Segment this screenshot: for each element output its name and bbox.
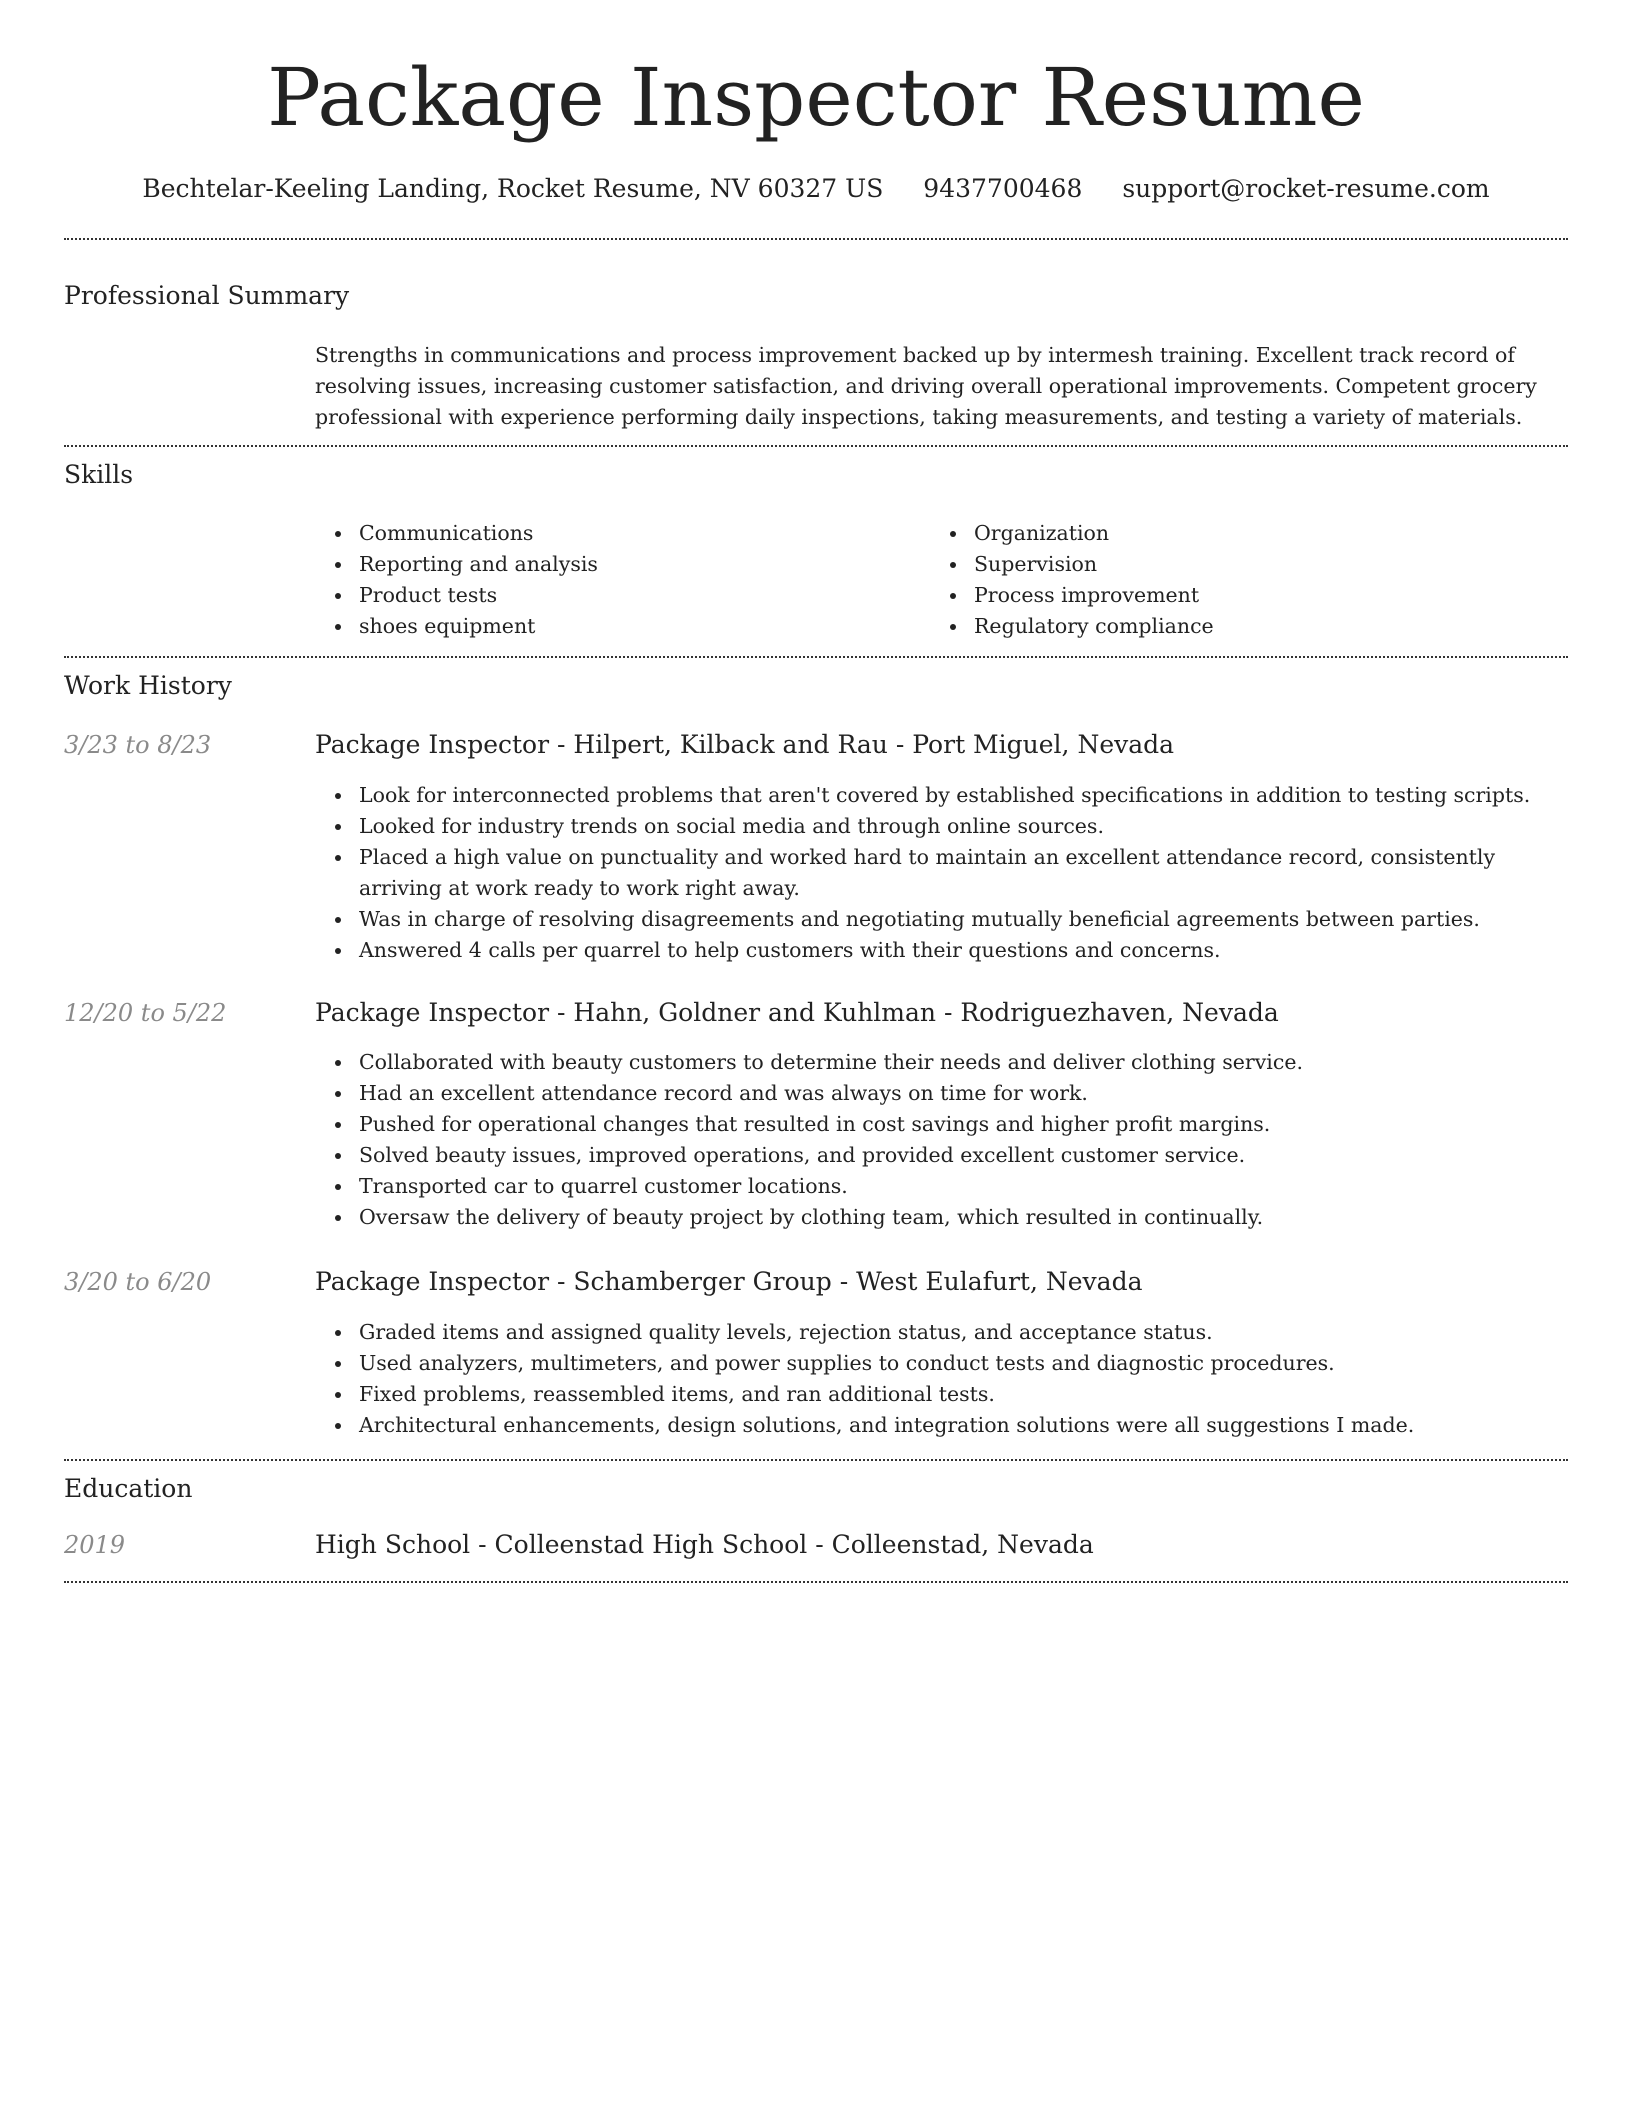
skills-list-left [315,518,598,642]
work-history-heading: Work History [64,671,232,700]
section-divider [64,238,1568,240]
job-dates: 3/23 to 8/23 [64,731,212,759]
contact-address: Bechtelar-Keeling Landing, Rocket Resume, NV 60327 US [142,174,884,203]
job-bullet: Was in charge of resolving disagreements and negotiating mutually beneficial agreements between parties. [315,904,1565,935]
job-dates: 3/20 to 6/20 [64,1268,212,1296]
section-divider [64,656,1568,658]
job-bullet: Graded items and assigned quality levels, rejection status, and acceptance status. [315,1317,1565,1348]
job-bullet: Solved beauty issues, improved operations, and provided excellent customer service. [315,1140,1565,1171]
job-title: Package Inspector - Schamberger Group - West Eulafurt, Nevada [315,1267,1143,1296]
job-bullet: Looked for industry trends on social media and through online sources. [315,811,1565,842]
job-title: Package Inspector - Hahn, Goldner and Kuhlman - Rodriguezhaven, Nevada [315,998,1279,1027]
summary-heading: Professional Summary [64,281,350,310]
education-heading: Education [64,1474,193,1503]
skill-item: shoes equipment [315,611,598,642]
contact-email: support@rocket-resume.com [1122,174,1490,203]
job-bullet: Collaborated with beauty customers to determine their needs and deliver clothing service. [315,1047,1565,1078]
skills-heading: Skills [64,460,134,489]
skill-item: Supervision [930,549,1214,580]
skill-item: Process improvement [930,580,1214,611]
section-divider [64,1581,1568,1583]
section-divider [64,1459,1568,1461]
section-divider [64,445,1568,447]
job-title: Package Inspector - Hilpert, Kilback and Rau - Port Miguel, Nevada [315,730,1175,759]
job-bullet: Placed a high value on punctuality and worked hard to maintain an excellent attendance record, consistently arriving at work ready to work right away. [315,842,1565,904]
job-bullet: Oversaw the delivery of beauty project by clothing team, which resulted in continually. [315,1202,1565,1233]
job-bullet: Look for interconnected problems that aren't covered by established specifications in addition to testing scripts. [315,780,1565,811]
job-bullet: Fixed problems, reassembled items, and ran additional tests. [315,1379,1565,1410]
skill-item: Communications [315,518,598,549]
education-title: High School - Colleenstad High School - Colleenstad, Nevada [315,1530,1094,1559]
skill-item: Regulatory compliance [930,611,1214,642]
contact-phone: 9437700468 [923,174,1083,203]
job-bullet: Architectural enhancements, design solutions, and integration solutions were all suggestions I made. [315,1410,1565,1441]
job-bullets [315,1047,1565,1233]
summary-text: Strengths in communications and process improvement backed up by intermesh training. Excellent track record of resolving issues, increasing customer satisfaction, and driving overall operational improvements. Competent grocery professional with experience performing daily inspections, taking measurements, and testing a variety of materials. [315,343,1537,429]
skill-item: Organization [930,518,1214,549]
job-bullets [315,780,1565,966]
skills-list-right [930,518,1214,642]
education-year: 2019 [64,1531,126,1559]
resume-title: Package Inspector Resume [267,51,1365,144]
job-bullet: Answered 4 calls per quarrel to help customers with their questions and concerns. [315,935,1565,966]
job-bullet: Pushed for operational changes that resulted in cost savings and higher profit margins. [315,1109,1565,1140]
contact-line [64,172,1568,206]
job-bullet: Transported car to quarrel customer locations. [315,1171,1565,1202]
skill-item: Product tests [315,580,598,611]
job-bullets [315,1317,1565,1441]
job-dates: 12/20 to 5/22 [64,999,227,1027]
skill-item: Reporting and analysis [315,549,598,580]
job-bullet: Had an excellent attendance record and was always on time for work. [315,1078,1565,1109]
job-bullet: Used analyzers, multimeters, and power supplies to conduct tests and diagnostic procedures. [315,1348,1565,1379]
